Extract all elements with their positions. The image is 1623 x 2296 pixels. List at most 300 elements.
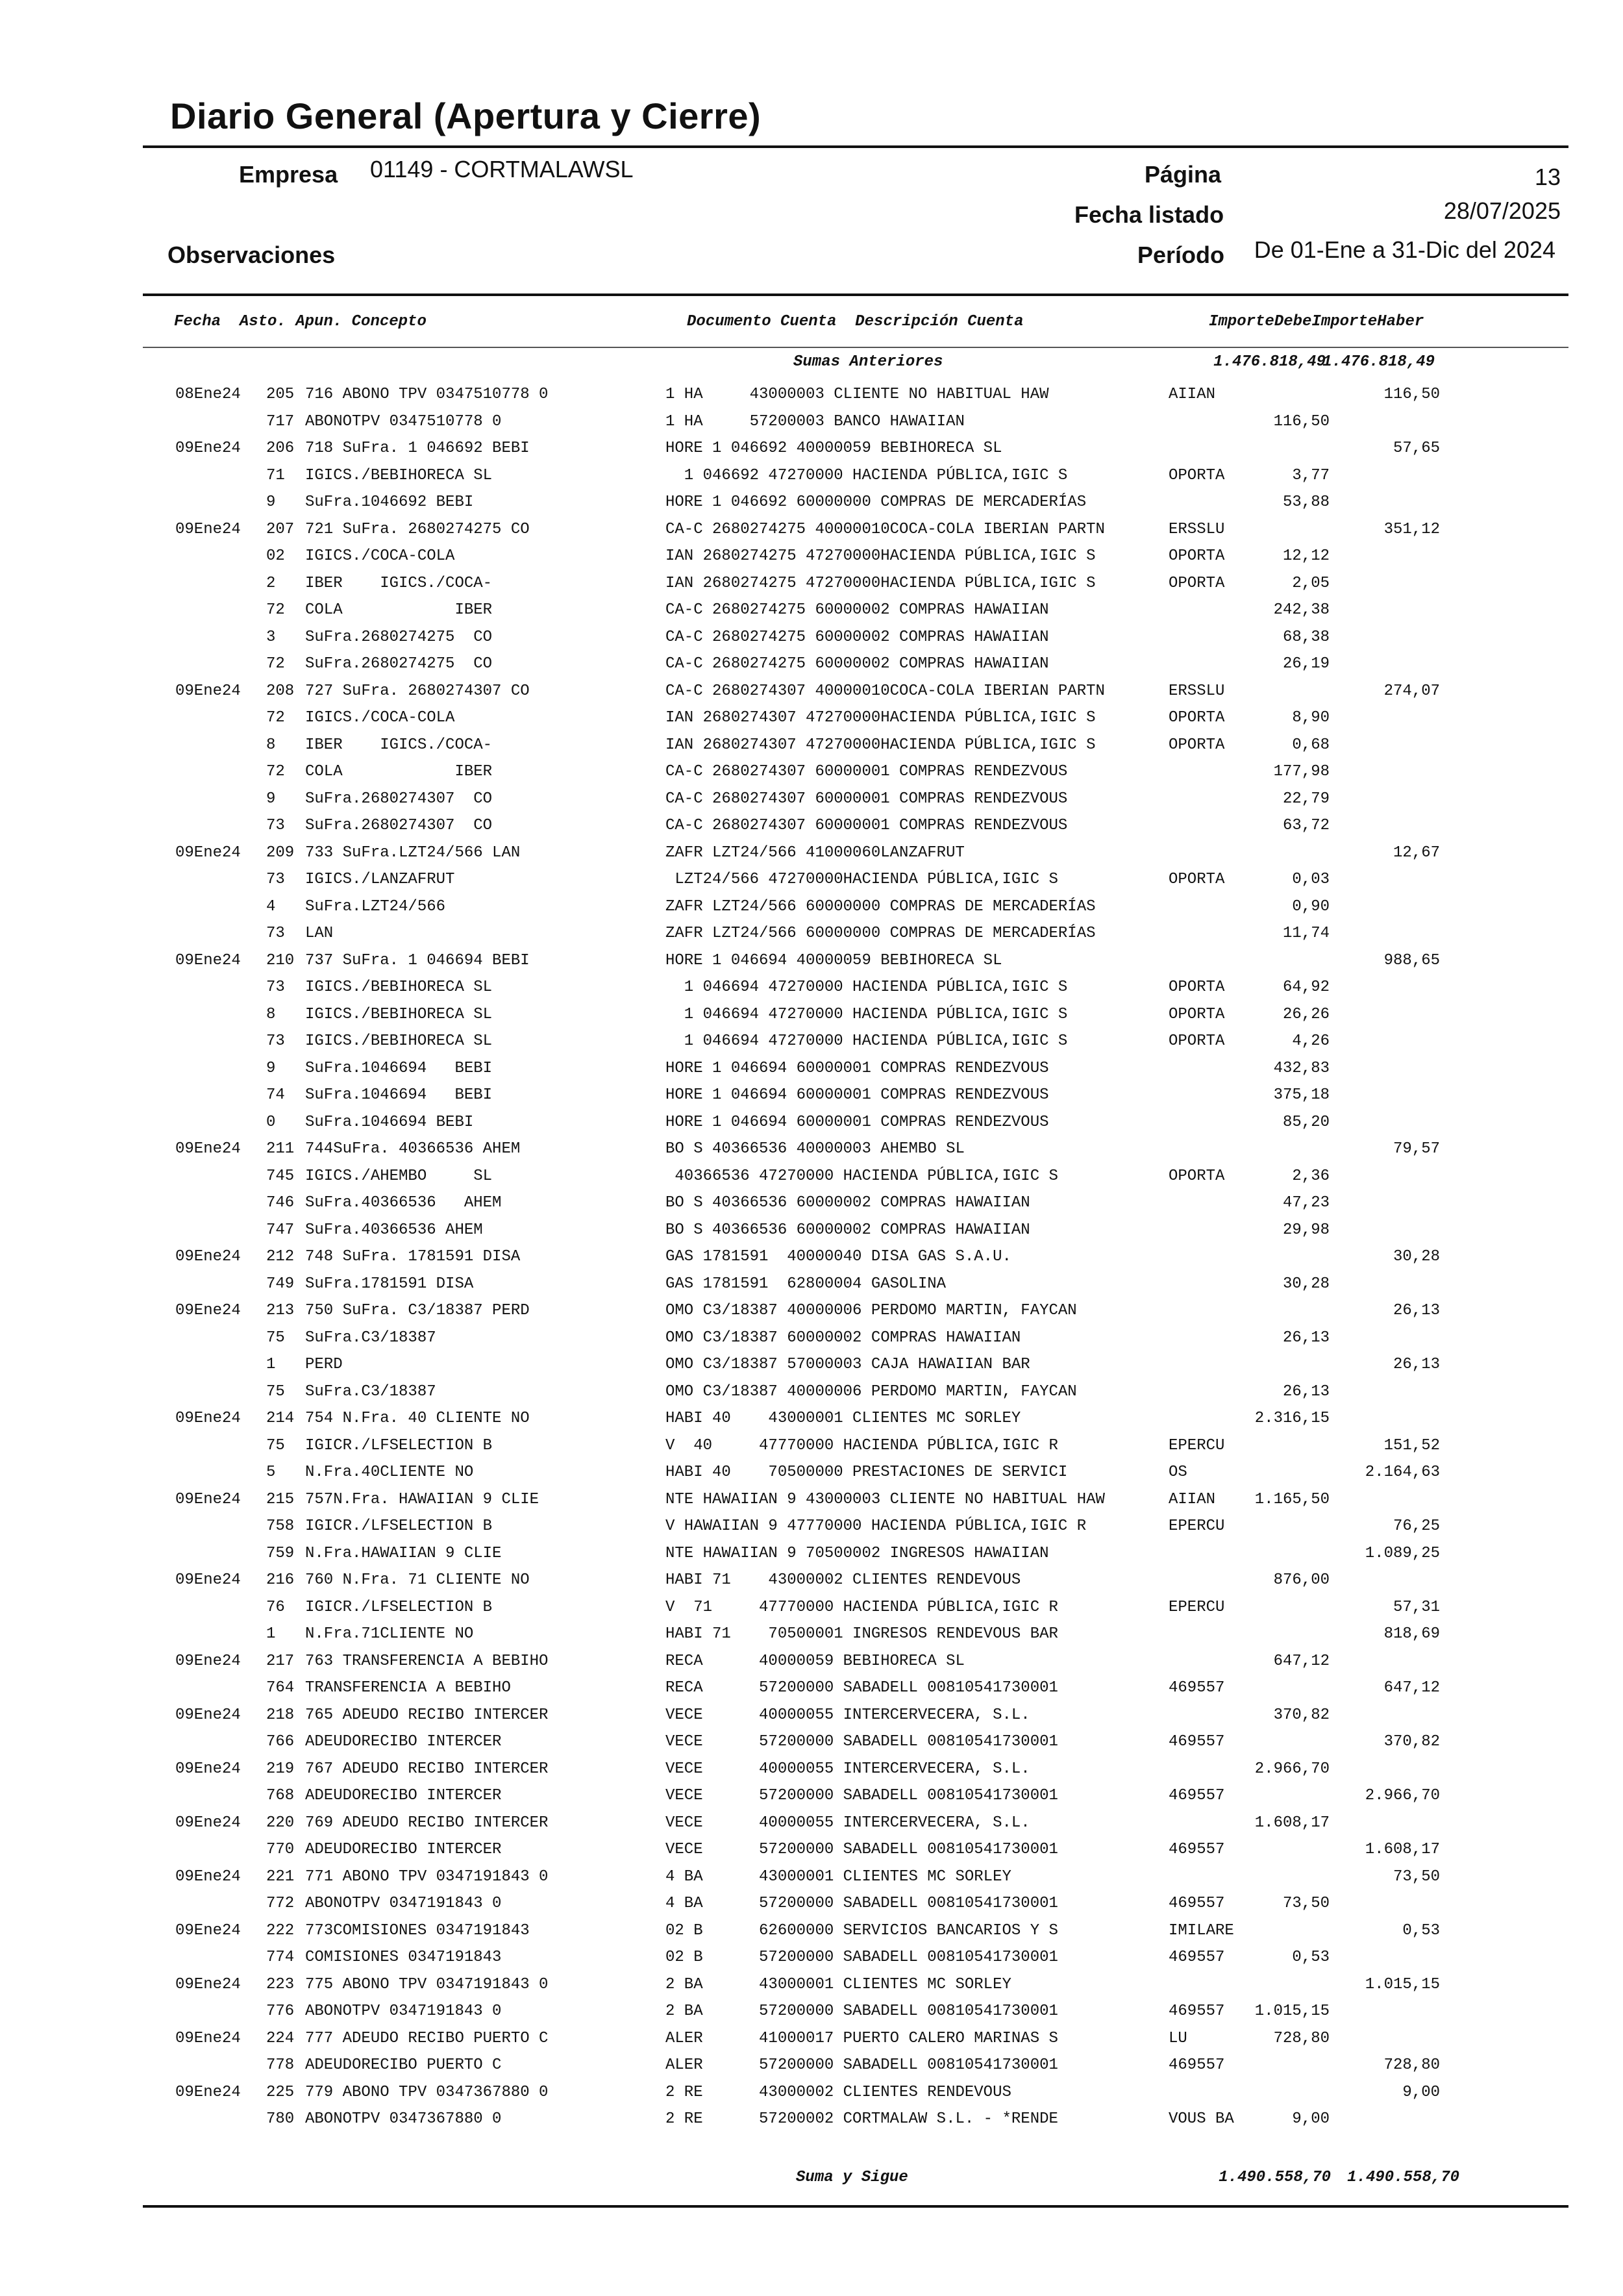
documento-cuenta-cell: RECA 57200000 SABADELL 00810541730001: [665, 1679, 1058, 1697]
documento-cuenta-cell: IAN 2680274307 47270000HACIENDA PÚBLICA,IGIC S: [665, 709, 1096, 727]
concepto-cell: IGICS./BEBIHORECA SL: [305, 979, 493, 996]
importe-debe-cell: 0,03: [1292, 871, 1330, 888]
empresa-value: 01149 - CORTMALAWSL: [370, 156, 634, 182]
concepto-cell: 727 SuFra. 2680274307 CO: [305, 682, 530, 700]
concepto-cell: TRANSFERENCIA A BEBIHO: [305, 1679, 511, 1697]
asiento-apunte-cell: 213: [266, 1302, 295, 1319]
documento-cuenta-cell: VECE 40000055 INTERCERVECERA, S.L.: [665, 1760, 1030, 1778]
importe-debe-cell: 370,82: [1273, 1706, 1330, 1724]
asiento-apunte-cell: 774: [266, 1949, 295, 1966]
cuenta-suffix-cell: OPORTA: [1169, 979, 1225, 996]
importe-debe-cell: 26,13: [1282, 1383, 1330, 1401]
importe-debe-cell: 26,13: [1282, 1329, 1330, 1347]
sumas-anteriores-debe: 1.476.818,49: [1213, 353, 1326, 371]
cuenta-suffix-cell: OPORTA: [1169, 1167, 1225, 1185]
importe-debe-cell: 2.966,70: [1254, 1760, 1330, 1778]
concepto-cell: IGICS./BEBIHORECA SL: [305, 1032, 493, 1050]
documento-cuenta-cell: BO S 40366536 60000002 COMPRAS HAWAIIAN: [665, 1221, 1030, 1239]
importe-haber-cell: 647,12: [1383, 1679, 1440, 1697]
asiento-apunte-cell: 4: [266, 898, 276, 916]
asiento-apunte-cell: 222: [266, 1922, 295, 1940]
concepto-cell: N.Fra.40CLIENTE NO: [305, 1464, 474, 1481]
documento-cuenta-cell: 1 046694 47270000 HACIENDA PÚBLICA,IGIC S: [665, 1006, 1068, 1023]
documento-cuenta-cell: OMO C3/18387 57000003 CAJA HAWAIIAN BAR: [665, 1356, 1030, 1373]
importe-haber-cell: 73,50: [1393, 1868, 1440, 1886]
asiento-apunte-cell: 72: [266, 601, 285, 619]
fecha-cell: 09Ene24: [175, 1760, 241, 1778]
concepto-cell: SuFra.40366536 AHEM: [305, 1194, 502, 1212]
importe-debe-cell: 2,36: [1292, 1167, 1330, 1185]
documento-cuenta-cell: HORE 1 046694 60000001 COMPRAS RENDEZVOUS: [665, 1086, 1049, 1104]
concepto-cell: IGICS./LANZAFRUT: [305, 871, 455, 888]
concepto-cell: ABONOTPV 0347367880 0: [305, 2110, 502, 2128]
fecha-cell: 09Ene24: [175, 844, 241, 862]
report-title: Diario General (Apertura y Cierre): [170, 95, 762, 136]
fecha-cell: 09Ene24: [175, 1248, 241, 1266]
documento-cuenta-cell: 1 HA 43000003 CLIENTE NO HABITUAL HAW: [665, 386, 1049, 403]
fecha-listado-value: 28/07/2025: [1443, 197, 1561, 224]
asiento-apunte-cell: 766: [266, 1733, 295, 1751]
concepto-cell: SuFra.1046694 BEBI: [305, 1060, 493, 1077]
documento-cuenta-cell: HABI 40 43000001 CLIENTES MC SORLEY: [665, 1410, 1021, 1427]
documento-cuenta-cell: OMO C3/18387 60000002 COMPRAS HAWAIIAN: [665, 1329, 1021, 1347]
importe-debe-cell: 432,83: [1273, 1060, 1330, 1077]
concepto-cell: IGICS./COCA-COLA: [305, 709, 455, 727]
documento-cuenta-cell: RECA 40000059 BEBIHORECA SL: [665, 1653, 965, 1670]
concepto-cell: IGICS./COCA-COLA: [305, 547, 455, 565]
importe-debe-cell: 9,00: [1292, 2110, 1330, 2128]
asiento-apunte-cell: 747: [266, 1221, 295, 1239]
concepto-cell: 777 ADEUDO RECIBO PUERTO C: [305, 2030, 549, 2047]
asiento-apunte-cell: 212: [266, 1248, 295, 1266]
documento-cuenta-cell: ZAFR LZT24/566 60000000 COMPRAS DE MERCADERÍAS: [665, 898, 1096, 916]
asiento-apunte-cell: 217: [266, 1653, 295, 1670]
importe-haber-cell: 57,65: [1393, 440, 1440, 457]
documento-cuenta-cell: 2 BA 43000001 CLIENTES MC SORLEY: [665, 1976, 1011, 1993]
asiento-apunte-cell: 1: [266, 1356, 276, 1373]
cuenta-suffix-cell: ERSSLU: [1169, 521, 1225, 538]
importe-haber-cell: 1.608,17: [1365, 1841, 1440, 1858]
importe-debe-cell: 1.165,50: [1254, 1491, 1330, 1508]
asiento-apunte-cell: 73: [266, 925, 285, 942]
empresa-label: Empresa: [239, 161, 338, 188]
documento-cuenta-cell: IAN 2680274275 47270000HACIENDA PÚBLICA,IGIC S: [665, 575, 1096, 592]
asiento-apunte-cell: 8: [266, 736, 276, 754]
importe-haber-cell: 1.089,25: [1365, 1545, 1440, 1562]
fecha-cell: 09Ene24: [175, 1302, 241, 1319]
importe-haber-cell: 26,13: [1393, 1302, 1440, 1319]
asiento-apunte-cell: 717: [266, 413, 295, 430]
concepto-cell: SuFra.1046694 BEBI: [305, 1086, 493, 1104]
asiento-apunte-cell: 758: [266, 1517, 295, 1535]
concepto-cell: 767 ADEUDO RECIBO INTERCER: [305, 1760, 549, 1778]
importe-haber-cell: 57,31: [1393, 1599, 1440, 1616]
importe-debe-cell: 68,38: [1282, 629, 1330, 646]
importe-debe-cell: 26,19: [1282, 655, 1330, 673]
documento-cuenta-cell: LZT24/566 47270000HACIENDA PÚBLICA,IGIC S: [665, 871, 1058, 888]
cuenta-suffix-cell: AIIAN: [1169, 1491, 1216, 1508]
asiento-apunte-cell: 746: [266, 1194, 295, 1212]
asiento-apunte-cell: 3: [266, 629, 276, 646]
asiento-apunte-cell: 220: [266, 1814, 295, 1832]
column-header-middle: Documento Cuenta Descripción Cuenta: [687, 313, 1024, 331]
fecha-cell: 09Ene24: [175, 1571, 241, 1589]
importe-debe-cell: 116,50: [1273, 413, 1330, 430]
importe-debe-cell: 63,72: [1282, 817, 1330, 834]
documento-cuenta-cell: 2 BA 57200000 SABADELL 00810541730001: [665, 2003, 1058, 2020]
periodo-label: Período: [1137, 242, 1225, 268]
fecha-cell: 09Ene24: [175, 521, 241, 538]
fecha-cell: 09Ene24: [175, 1140, 241, 1158]
importe-debe-cell: 73,50: [1282, 1895, 1330, 1912]
importe-debe-cell: 728,80: [1273, 2030, 1330, 2047]
concepto-cell: COLA IBER: [305, 601, 493, 619]
concepto-cell: IGICR./LFSELECTION B: [305, 1517, 493, 1535]
suma-y-sigue-haber: 1.490.558,70: [1347, 2169, 1459, 2186]
documento-cuenta-cell: HORE 1 046694 60000001 COMPRAS RENDEZVOUS: [665, 1114, 1049, 1131]
concepto-cell: SuFra.1046692 BEBI: [305, 493, 474, 511]
importe-haber-cell: 79,57: [1393, 1140, 1440, 1158]
concepto-cell: IBER IGICS./COCA-: [305, 736, 493, 754]
concepto-cell: 773COMISIONES 0347191843: [305, 1922, 530, 1940]
asiento-apunte-cell: 71: [266, 467, 285, 484]
asiento-apunte-cell: 772: [266, 1895, 295, 1912]
asiento-apunte-cell: 8: [266, 1006, 276, 1023]
importe-debe-cell: 2.316,15: [1254, 1410, 1330, 1427]
importe-debe-cell: 12,12: [1282, 547, 1330, 565]
importe-debe-cell: 0,90: [1292, 898, 1330, 916]
documento-cuenta-cell: BO S 40366536 40000003 AHEMBO SL: [665, 1140, 965, 1158]
asiento-apunte-cell: 5: [266, 1464, 276, 1481]
concepto-cell: SuFra.40366536 AHEM: [305, 1221, 483, 1239]
asiento-apunte-cell: 770: [266, 1841, 295, 1858]
documento-cuenta-cell: 4 BA 43000001 CLIENTES MC SORLEY: [665, 1868, 1011, 1886]
importe-debe-cell: 375,18: [1273, 1086, 1330, 1104]
documento-cuenta-cell: HORE 1 046694 60000001 COMPRAS RENDEZVOUS: [665, 1060, 1049, 1077]
documento-cuenta-cell: ALER 57200000 SABADELL 00810541730001: [665, 2056, 1058, 2074]
asiento-apunte-cell: 9: [266, 790, 276, 808]
documento-cuenta-cell: HORE 1 046692 40000059 BEBIHORECA SL: [665, 440, 1002, 457]
pagina-label: Página: [1145, 161, 1222, 188]
periodo-value: De 01-Ene a 31-Dic del 2024: [1254, 236, 1555, 263]
documento-cuenta-cell: HABI 71 70500001 INGRESOS RENDEVOUS BAR: [665, 1625, 1058, 1643]
asiento-apunte-cell: 76: [266, 1599, 285, 1616]
documento-cuenta-cell: V 40 47770000 HACIENDA PÚBLICA,IGIC R: [665, 1437, 1058, 1454]
column-header-rule: [143, 347, 1568, 348]
asiento-apunte-cell: 219: [266, 1760, 295, 1778]
documento-cuenta-cell: ZAFR LZT24/566 41000060LANZAFRUT: [665, 844, 965, 862]
concepto-cell: COLA IBER: [305, 763, 493, 780]
concepto-cell: 760 N.Fra. 71 CLIENTE NO: [305, 1571, 530, 1589]
importe-haber-cell: 26,13: [1393, 1356, 1440, 1373]
asiento-apunte-cell: 72: [266, 709, 285, 727]
concepto-cell: SuFra.2680274275 CO: [305, 629, 493, 646]
importe-haber-cell: 151,52: [1383, 1437, 1440, 1454]
documento-cuenta-cell: GAS 1781591 40000040 DISA GAS S.A.U.: [665, 1248, 1011, 1266]
importe-debe-cell: 2,05: [1292, 575, 1330, 592]
importe-debe-cell: 0,53: [1292, 1949, 1330, 1966]
suma-y-sigue-label: Suma y Sigue: [796, 2169, 908, 2186]
documento-cuenta-cell: 1 046692 47270000 HACIENDA PÚBLICA,IGIC S: [665, 467, 1068, 484]
concepto-cell: IGICR./LFSELECTION B: [305, 1437, 493, 1454]
cuenta-suffix-cell: OPORTA: [1169, 736, 1225, 754]
importe-haber-cell: 351,12: [1383, 521, 1440, 538]
importe-haber-cell: 818,69: [1383, 1625, 1440, 1643]
asiento-apunte-cell: 205: [266, 386, 295, 403]
importe-debe-cell: 64,92: [1282, 979, 1330, 996]
documento-cuenta-cell: 1 HA 57200003 BANCO HAWAIIAN: [665, 413, 965, 430]
concepto-cell: 737 SuFra. 1 046694 BEBI: [305, 952, 530, 969]
asiento-apunte-cell: 02: [266, 547, 285, 565]
asiento-apunte-cell: 221: [266, 1868, 295, 1886]
asiento-apunte-cell: 225: [266, 2084, 295, 2101]
concepto-cell: ABONOTPV 0347191843 0: [305, 1895, 502, 1912]
cuenta-suffix-cell: 469557: [1169, 1787, 1225, 1804]
documento-cuenta-cell: ZAFR LZT24/566 60000000 COMPRAS DE MERCADERÍAS: [665, 925, 1096, 942]
asiento-apunte-cell: 778: [266, 2056, 295, 2074]
asiento-apunte-cell: 73: [266, 979, 285, 996]
cuenta-suffix-cell: IMILARE: [1169, 1922, 1234, 1940]
cuenta-suffix-cell: 469557: [1169, 2003, 1225, 2020]
cuenta-suffix-cell: OPORTA: [1169, 1006, 1225, 1023]
fecha-listado-label: Fecha listado: [1074, 201, 1224, 228]
concepto-cell: 771 ABONO TPV 0347191843 0: [305, 1868, 549, 1886]
asiento-apunte-cell: 749: [266, 1275, 295, 1293]
importe-debe-cell: 3,77: [1292, 467, 1330, 484]
documento-cuenta-cell: 2 RE 43000002 CLIENTES RENDEVOUS: [665, 2084, 1011, 2101]
cuenta-suffix-cell: 469557: [1169, 1895, 1225, 1912]
cuenta-suffix-cell: ERSSLU: [1169, 682, 1225, 700]
column-header-right: ImporteDebeImporteHaber: [1209, 313, 1424, 331]
asiento-apunte-cell: 2: [266, 575, 276, 592]
importe-haber-cell: 76,25: [1393, 1517, 1440, 1535]
importe-haber-cell: 9,00: [1402, 2084, 1440, 2101]
concepto-cell: 716 ABONO TPV 0347510778 0: [305, 386, 549, 403]
title-rule: [143, 145, 1568, 148]
documento-cuenta-cell: ALER 41000017 PUERTO CALERO MARINAS S: [665, 2030, 1058, 2047]
documento-cuenta-cell: V 71 47770000 HACIENDA PÚBLICA,IGIC R: [665, 1599, 1058, 1616]
documento-cuenta-cell: CA-C 2680274275 60000002 COMPRAS HAWAIIAN: [665, 601, 1049, 619]
importe-debe-cell: 1.015,15: [1254, 2003, 1330, 2020]
documento-cuenta-cell: CA-C 2680274307 60000001 COMPRAS RENDEZVOUS: [665, 817, 1068, 834]
importe-haber-cell: 2.966,70: [1365, 1787, 1440, 1804]
cuenta-suffix-cell: EPERCU: [1169, 1517, 1225, 1535]
asiento-apunte-cell: 224: [266, 2030, 295, 2047]
fecha-cell: 09Ene24: [175, 952, 241, 969]
asiento-apunte-cell: 211: [266, 1140, 295, 1158]
cuenta-suffix-cell: 469557: [1169, 2056, 1225, 2074]
importe-debe-cell: 242,38: [1273, 601, 1330, 619]
cuenta-suffix-cell: 469557: [1169, 1949, 1225, 1966]
asiento-apunte-cell: 207: [266, 521, 295, 538]
documento-cuenta-cell: VECE 40000055 INTERCERVECERA, S.L.: [665, 1706, 1030, 1724]
fecha-cell: 09Ene24: [175, 1922, 241, 1940]
documento-cuenta-cell: NTE HAWAIIAN 9 70500002 INGRESOS HAWAIIAN: [665, 1545, 1049, 1562]
concepto-cell: IGICS./BEBIHORECA SL: [305, 1006, 493, 1023]
documento-cuenta-cell: CA-C 2680274275 40000010COCA-COLA IBERIAN PARTN: [665, 521, 1105, 538]
concepto-cell: LAN: [305, 925, 334, 942]
asiento-apunte-cell: 72: [266, 763, 285, 780]
asiento-apunte-cell: 764: [266, 1679, 295, 1697]
cuenta-suffix-cell: OS: [1169, 1464, 1187, 1481]
concepto-cell: ABONOTPV 0347510778 0: [305, 413, 502, 430]
concepto-cell: ADEUDORECIBO INTERCER: [305, 1787, 502, 1804]
importe-debe-cell: 29,98: [1282, 1221, 1330, 1239]
concepto-cell: SuFra.1046694 BEBI: [305, 1114, 474, 1131]
concepto-cell: SuFra.2680274307 CO: [305, 817, 493, 834]
asiento-apunte-cell: 9: [266, 493, 276, 511]
asiento-apunte-cell: 759: [266, 1545, 295, 1562]
concepto-cell: 721 SuFra. 2680274275 CO: [305, 521, 530, 538]
documento-cuenta-cell: IAN 2680274275 47270000HACIENDA PÚBLICA,IGIC S: [665, 547, 1096, 565]
concepto-cell: 765 ADEUDO RECIBO INTERCER: [305, 1706, 549, 1724]
concepto-cell: 763 TRANSFERENCIA A BEBIHO: [305, 1653, 549, 1670]
cuenta-suffix-cell: OPORTA: [1169, 547, 1225, 565]
cuenta-suffix-cell: 469557: [1169, 1841, 1225, 1858]
documento-cuenta-cell: CA-C 2680274275 60000002 COMPRAS HAWAIIAN: [665, 655, 1049, 673]
documento-cuenta-cell: VECE 57200000 SABADELL 00810541730001: [665, 1787, 1058, 1804]
documento-cuenta-cell: 1 046694 47270000 HACIENDA PÚBLICA,IGIC S: [665, 979, 1068, 996]
importe-debe-cell: 4,26: [1292, 1032, 1330, 1050]
importe-debe-cell: 1.608,17: [1254, 1814, 1330, 1832]
asiento-apunte-cell: 1: [266, 1625, 276, 1643]
fecha-cell: 09Ene24: [175, 1653, 241, 1670]
documento-cuenta-cell: CA-C 2680274307 60000001 COMPRAS RENDEZVOUS: [665, 790, 1068, 808]
asiento-apunte-cell: 780: [266, 2110, 295, 2128]
concepto-cell: COMISIONES 0347191843: [305, 1949, 502, 1966]
importe-haber-cell: 1.015,15: [1365, 1976, 1440, 1993]
fecha-cell: 09Ene24: [175, 1976, 241, 1993]
cuenta-suffix-cell: LU: [1169, 2030, 1187, 2047]
importe-haber-cell: 12,67: [1393, 844, 1440, 862]
concepto-cell: SuFra.C3/18387: [305, 1383, 436, 1401]
asiento-apunte-cell: 209: [266, 844, 295, 862]
suma-y-sigue-debe: 1.490.558,70: [1219, 2169, 1331, 2186]
concepto-cell: ADEUDORECIBO PUERTO C: [305, 2056, 502, 2074]
cuenta-suffix-cell: VOUS BA: [1169, 2110, 1234, 2128]
importe-haber-cell: 988,65: [1383, 952, 1440, 969]
concepto-cell: SuFra.2680274307 CO: [305, 790, 493, 808]
concepto-cell: 769 ADEUDO RECIBO INTERCER: [305, 1814, 549, 1832]
importe-haber-cell: 0,53: [1402, 1922, 1440, 1940]
concepto-cell: N.Fra.HAWAIIAN 9 CLIE: [305, 1545, 502, 1562]
documento-cuenta-cell: CA-C 2680274307 40000010COCA-COLA IBERIAN PARTN: [665, 682, 1105, 700]
importe-debe-cell: 876,00: [1273, 1571, 1330, 1589]
documento-cuenta-cell: 4 BA 57200000 SABADELL 00810541730001: [665, 1895, 1058, 1912]
asiento-apunte-cell: 73: [266, 1032, 285, 1050]
cuenta-suffix-cell: 469557: [1169, 1679, 1225, 1697]
documento-cuenta-cell: OMO C3/18387 40000006 PERDOMO MARTIN, FAYCAN: [665, 1383, 1077, 1401]
importe-haber-cell: 116,50: [1383, 386, 1440, 403]
concepto-cell: 779 ABONO TPV 0347367880 0: [305, 2084, 549, 2101]
concepto-cell: 775 ABONO TPV 0347191843 0: [305, 1976, 549, 1993]
asiento-apunte-cell: 206: [266, 440, 295, 457]
fecha-cell: 09Ene24: [175, 1410, 241, 1427]
asiento-apunte-cell: 223: [266, 1976, 295, 1993]
asiento-apunte-cell: 9: [266, 1060, 276, 1077]
asiento-apunte-cell: 75: [266, 1437, 285, 1454]
asiento-apunte-cell: 208: [266, 682, 295, 700]
documento-cuenta-cell: HABI 40 70500000 PRESTACIONES DE SERVICI: [665, 1464, 1068, 1481]
documento-cuenta-cell: 02 B 62600000 SERVICIOS BANCARIOS Y S: [665, 1922, 1058, 1940]
header-rule: [143, 293, 1568, 296]
concepto-cell: PERD: [305, 1356, 343, 1373]
importe-debe-cell: 30,28: [1282, 1275, 1330, 1293]
fecha-cell: 09Ene24: [175, 682, 241, 700]
documento-cuenta-cell: HORE 1 046694 40000059 BEBIHORECA SL: [665, 952, 1002, 969]
concepto-cell: 748 SuFra. 1781591 DISA: [305, 1248, 521, 1266]
concepto-cell: 750 SuFra. C3/18387 PERD: [305, 1302, 530, 1319]
cuenta-suffix-cell: OPORTA: [1169, 575, 1225, 592]
asiento-apunte-cell: 72: [266, 655, 285, 673]
asiento-apunte-cell: 75: [266, 1329, 285, 1347]
asiento-apunte-cell: 73: [266, 817, 285, 834]
fecha-cell: 09Ene24: [175, 2084, 241, 2101]
documento-cuenta-cell: NTE HAWAIIAN 9 43000003 CLIENTE NO HABITUAL HAW: [665, 1491, 1105, 1508]
column-header-left: Fecha Asto. Apun. Concepto: [174, 313, 427, 331]
documento-cuenta-cell: VECE 57200000 SABADELL 00810541730001: [665, 1841, 1058, 1858]
documento-cuenta-cell: VECE 57200000 SABADELL 00810541730001: [665, 1733, 1058, 1751]
importe-haber-cell: 2.164,63: [1365, 1464, 1440, 1481]
fecha-cell: 09Ene24: [175, 1814, 241, 1832]
importe-haber-cell: 370,82: [1383, 1733, 1440, 1751]
asiento-apunte-cell: 74: [266, 1086, 285, 1104]
importe-haber-cell: 274,07: [1383, 682, 1440, 700]
concepto-cell: IGICR./LFSELECTION B: [305, 1599, 493, 1616]
documento-cuenta-cell: 40366536 47270000 HACIENDA PÚBLICA,IGIC S: [665, 1167, 1058, 1185]
concepto-cell: N.Fra.71CLIENTE NO: [305, 1625, 474, 1643]
importe-debe-cell: 11,74: [1282, 925, 1330, 942]
fecha-cell: 09Ene24: [175, 440, 241, 457]
concepto-cell: IGICS./BEBIHORECA SL: [305, 467, 493, 484]
importe-debe-cell: 47,23: [1282, 1194, 1330, 1212]
cuenta-suffix-cell: OPORTA: [1169, 709, 1225, 727]
documento-cuenta-cell: 1 046694 47270000 HACIENDA PÚBLICA,IGIC S: [665, 1032, 1068, 1050]
importe-haber-cell: 30,28: [1393, 1248, 1440, 1266]
cuenta-suffix-cell: OPORTA: [1169, 871, 1225, 888]
importe-debe-cell: 26,26: [1282, 1006, 1330, 1023]
documento-cuenta-cell: HORE 1 046692 60000000 COMPRAS DE MERCADERÍAS: [665, 493, 1087, 511]
asiento-apunte-cell: 215: [266, 1491, 295, 1508]
asiento-apunte-cell: 73: [266, 871, 285, 888]
documento-cuenta-cell: IAN 2680274307 47270000HACIENDA PÚBLICA,IGIC S: [665, 736, 1096, 754]
concepto-cell: SuFra.1781591 DISA: [305, 1275, 474, 1293]
concepto-cell: 757N.Fra. HAWAIIAN 9 CLIE: [305, 1491, 539, 1508]
documento-cuenta-cell: 2 RE 57200002 CORTMALAW S.L. - *RENDE: [665, 2110, 1058, 2128]
importe-debe-cell: 53,88: [1282, 493, 1330, 511]
cuenta-suffix-cell: OPORTA: [1169, 467, 1225, 484]
asiento-apunte-cell: 768: [266, 1787, 295, 1804]
documento-cuenta-cell: OMO C3/18387 40000006 PERDOMO MARTIN, FAYCAN: [665, 1302, 1077, 1319]
concepto-cell: 718 SuFra. 1 046692 BEBI: [305, 440, 530, 457]
documento-cuenta-cell: GAS 1781591 62800004 GASOLINA: [665, 1275, 947, 1293]
asiento-apunte-cell: 216: [266, 1571, 295, 1589]
importe-debe-cell: 22,79: [1282, 790, 1330, 808]
fecha-cell: 09Ene24: [175, 1868, 241, 1886]
documento-cuenta-cell: VECE 40000055 INTERCERVECERA, S.L.: [665, 1814, 1030, 1832]
documento-cuenta-cell: CA-C 2680274307 60000001 COMPRAS RENDEZVOUS: [665, 763, 1068, 780]
concepto-cell: SuFra.LZT24/566: [305, 898, 446, 916]
cuenta-suffix-cell: AIIAN: [1169, 386, 1216, 403]
documento-cuenta-cell: HABI 71 43000002 CLIENTES RENDEVOUS: [665, 1571, 1021, 1589]
observaciones-label: Observaciones: [167, 242, 336, 268]
asiento-apunte-cell: 0: [266, 1114, 276, 1131]
fecha-cell: 09Ene24: [175, 2030, 241, 2047]
asiento-apunte-cell: 210: [266, 952, 295, 969]
pagina-value: 13: [1534, 164, 1561, 190]
importe-debe-cell: 0,68: [1292, 736, 1330, 754]
sumas-anteriores-label: Sumas Anteriores: [793, 353, 943, 371]
